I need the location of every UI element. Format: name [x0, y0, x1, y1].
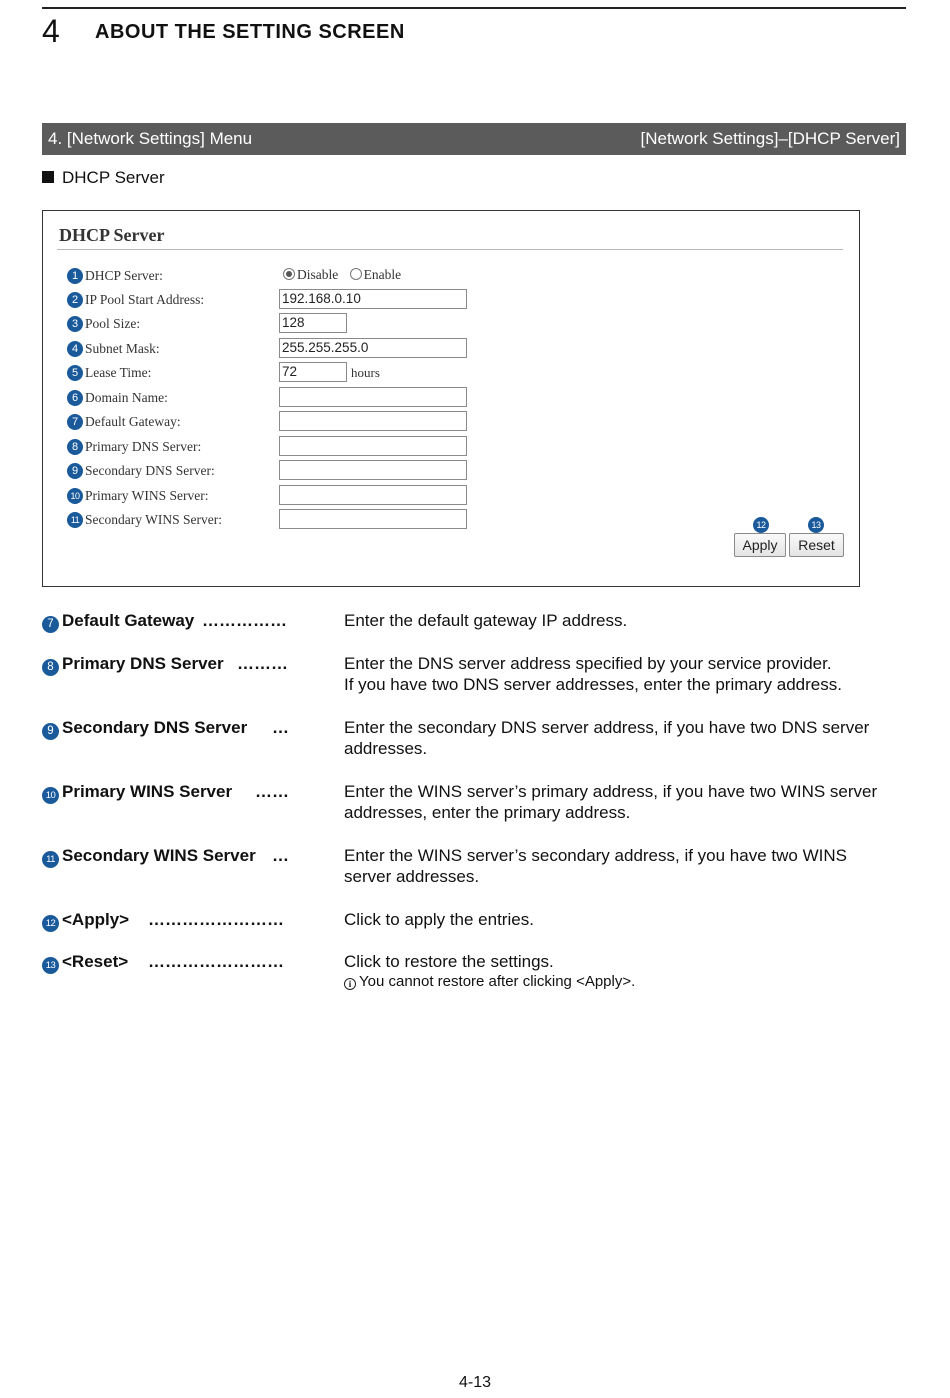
- info-icon: i: [344, 978, 356, 990]
- desc-line: Click to apply the entries.: [344, 910, 534, 929]
- number-badge-icon: 12: [753, 517, 769, 533]
- number-badge-icon: 12: [42, 915, 59, 932]
- pool-size-input[interactable]: 128: [279, 313, 347, 333]
- dot-leader: ………: [237, 654, 288, 673]
- desc-term-text: Primary DNS Server: [62, 654, 224, 673]
- desc-definition: [344, 717, 906, 759]
- number-badge-icon: 13: [808, 517, 824, 533]
- dot-leader: ……………………: [148, 910, 284, 929]
- number-badge-icon: 5: [67, 365, 83, 381]
- number-badge-icon: 7: [67, 414, 83, 430]
- field-label: Pool Size:: [85, 316, 141, 331]
- number-badge-icon: 11: [67, 512, 83, 528]
- square-bullet-icon: [42, 171, 54, 183]
- field-label: Primary DNS Server:: [85, 439, 202, 454]
- subheading-text: DHCP Server: [62, 168, 165, 187]
- number-badge-icon: 8: [67, 439, 83, 455]
- desc-term: [42, 717, 292, 740]
- desc-term-text: Secondary WINS Server: [62, 846, 256, 865]
- ip-pool-start-input[interactable]: 192.168.0.10: [279, 289, 467, 309]
- section-bar: [42, 123, 906, 155]
- desc-line: Enter the WINS server’s primary address, if you have two WINS server: [344, 782, 878, 801]
- page-number: 4-13: [458, 1374, 492, 1391]
- number-badge-icon: 9: [67, 463, 83, 479]
- primary-dns-input[interactable]: [279, 436, 467, 456]
- top-rule: [42, 7, 906, 9]
- desc-definition: [344, 909, 906, 930]
- desc-definition: [344, 653, 906, 695]
- desc-note: [344, 972, 906, 992]
- dhcp-settings-screenshot: [42, 210, 860, 587]
- number-badge-icon: 4: [67, 341, 83, 357]
- number-badge-icon: 1: [67, 268, 83, 284]
- desc-definition: [344, 951, 906, 992]
- secondary-dns-input[interactable]: [279, 460, 467, 480]
- number-badge-icon: 11: [42, 851, 59, 868]
- desc-line: addresses, enter the primary address.: [344, 803, 631, 822]
- subnet-mask-input[interactable]: 255.255.255.0: [279, 338, 467, 358]
- domain-name-input[interactable]: [279, 387, 467, 407]
- desc-line: Enter the secondary DNS server address, if you have two DNS server: [344, 718, 870, 737]
- disable-radio[interactable]: [283, 268, 295, 280]
- subheading: [42, 167, 165, 189]
- desc-line: If you have two DNS server addresses, enter the primary address.: [344, 675, 842, 694]
- number-badge-icon: 2: [67, 292, 83, 308]
- number-badge-icon: 13: [42, 957, 59, 974]
- field-label: IP Pool Start Address:: [85, 292, 205, 307]
- reset-button[interactable]: Reset: [789, 533, 844, 557]
- dot-leader: …: [272, 846, 289, 865]
- number-badge-icon: 3: [67, 316, 83, 332]
- number-badge-icon: 9: [42, 723, 59, 740]
- desc-line: Enter the default gateway IP address.: [344, 611, 628, 630]
- field-label: DHCP Server:: [85, 268, 163, 283]
- desc-line: Click to restore the settings.: [344, 952, 554, 971]
- desc-term-text: Secondary DNS Server: [62, 718, 248, 737]
- desc-line: Enter the WINS server’s secondary address, if you have two WINS: [344, 846, 847, 865]
- number-badge-icon: 6: [67, 390, 83, 406]
- primary-wins-input[interactable]: [279, 485, 467, 505]
- enable-radio-label: Enable: [363, 267, 402, 282]
- lease-time-unit: hours: [351, 365, 380, 380]
- dot-leader: ……………………: [148, 952, 284, 971]
- desc-term-text: <Apply>: [62, 910, 130, 929]
- section-menu-label: 4. [Network Settings] Menu: [48, 129, 253, 148]
- dot-leader: ……: [255, 782, 289, 801]
- field-label: Lease Time:: [85, 365, 152, 380]
- enable-radio[interactable]: [350, 268, 362, 280]
- apply-button[interactable]: Apply: [734, 533, 786, 557]
- number-badge-icon: 7: [42, 616, 59, 633]
- desc-term: [42, 845, 292, 868]
- desc-term-text: <Reset>: [62, 952, 129, 971]
- desc-line: Enter the DNS server address specified by your service provider.: [344, 654, 832, 673]
- number-badge-icon: 8: [42, 659, 59, 676]
- desc-line: addresses.: [344, 739, 428, 758]
- field-label: Domain Name:: [85, 390, 168, 405]
- number-badge-icon: 10: [67, 488, 83, 504]
- default-gateway-input[interactable]: [279, 411, 467, 431]
- chapter-title: ABOUT THE SETTING SCREEN: [95, 21, 405, 43]
- note-text: You cannot restore after clicking <Apply>.: [359, 973, 636, 990]
- field-label: Secondary WINS Server:: [85, 512, 222, 527]
- dot-leader: …: [272, 718, 289, 737]
- panel-title: DHCP Server: [59, 225, 165, 245]
- dhcp-server-radio-group: [283, 267, 409, 283]
- chapter-number: 4: [42, 13, 60, 49]
- desc-line: server addresses.: [344, 867, 480, 886]
- field-label: Subnet Mask:: [85, 341, 160, 356]
- field-label: Secondary DNS Server:: [85, 463, 215, 478]
- desc-definition: [344, 781, 906, 823]
- desc-definition: [344, 845, 906, 887]
- field-label: Default Gateway:: [85, 414, 181, 429]
- number-badge-icon: 10: [42, 787, 59, 804]
- desc-definition: [344, 610, 906, 631]
- panel-divider: [57, 249, 843, 250]
- secondary-wins-input[interactable]: [279, 509, 467, 529]
- lease-time-input[interactable]: 72: [279, 362, 347, 382]
- desc-term-text: Primary WINS Server: [62, 782, 233, 801]
- section-path-label: [Network Settings]–[DHCP Server]: [640, 129, 900, 148]
- disable-radio-label: Disable: [297, 267, 339, 282]
- field-label: Primary WINS Server:: [85, 488, 209, 503]
- dot-leader: ……………: [202, 611, 287, 630]
- desc-term-text: Default Gateway: [62, 611, 195, 630]
